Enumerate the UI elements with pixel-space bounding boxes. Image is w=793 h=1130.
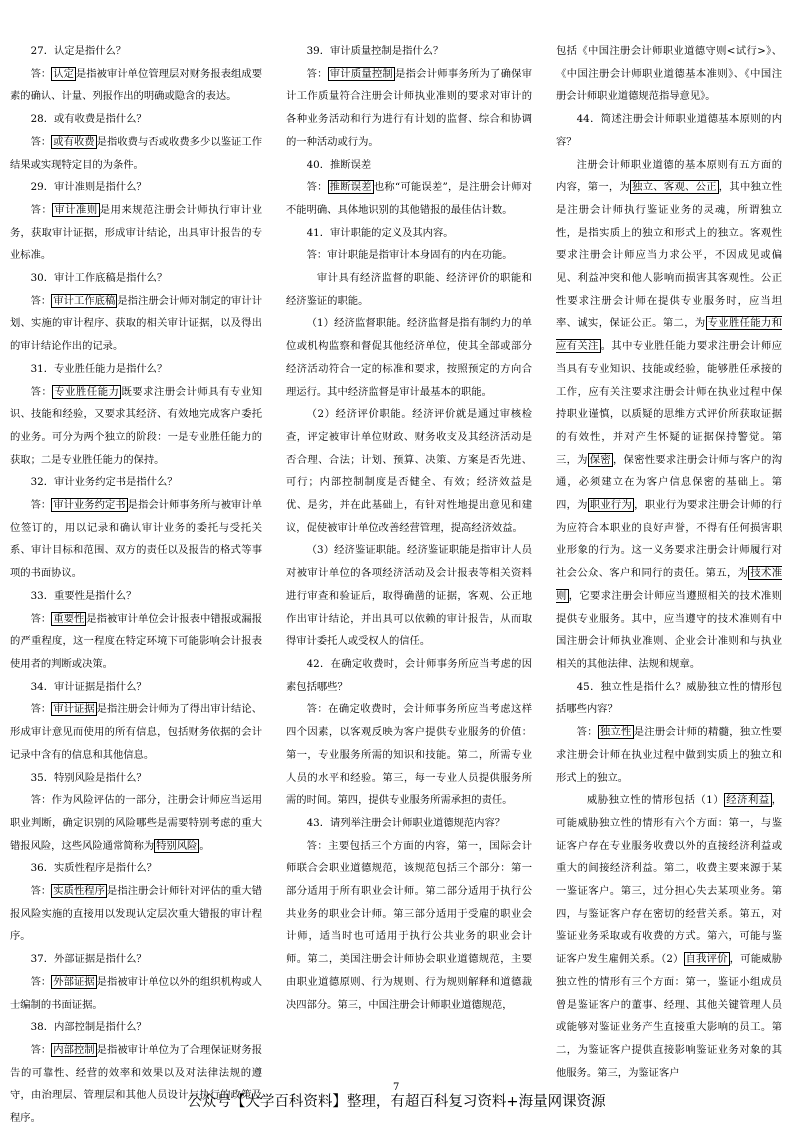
answer-41-supervision: （1）经济监督职能。经济监督是指有制约力的单位或机构监察和督促其他经济单位，使其全部或部分经济活动符合一定的标准和要求，按照预定的方向合理运行。其中经济监督是审计最基本的职能。 — [286, 317, 532, 398]
key-term: 保密 — [589, 453, 611, 466]
key-term: 内部控制 — [53, 1043, 95, 1056]
key-term: 独立、客观、公正 — [632, 181, 717, 194]
key-term: 独立性 — [599, 726, 632, 739]
answer-30: 答： 审计工作底稿 是指注册会计师对制定的审计计划、实施的审计程序、获取的相关审计证据，以及得出的审计结论作出的记录。 — [10, 294, 263, 353]
question-35: 35．特别风险是指什么？ — [30, 771, 147, 784]
answer-41-evaluation: （2）经济评价职能。经济评价就是通过审核检查，评定被审计单位财政、财务收支及其经济活动是否合理、合法；计划、预算、决策、方案是否先进、可行；内部控制制度是否健全、有效；经济效益是优、是劣，并在此基础上，有针对性地提出意见和建议，促使被审计单位改善经营管理，提高经济效益。 — [286, 408, 532, 534]
key-term: 审计准则 — [54, 203, 98, 216]
question-42: 42．在确定收费时，会计师事务所应当考虑的因素包括哪些？ — [286, 657, 532, 693]
key-term: 推断误差 — [329, 181, 372, 194]
question-39: 39．审计质量控制是指什么？ — [306, 45, 444, 57]
answer-41-intro: 答：审计职能是指审计本身固有的内在功能。 — [306, 249, 513, 262]
question-41: 41．审计职能的定义及其内容。 — [306, 226, 454, 239]
answer-42: 答：在确定收费时，会计师事务所应当考虑这样四个因素，以客观反映为客户提供专业服务的价值：第一，专业服务所需的知识和技能。第二，所需专业人员的水平和经验。第三，每一专业人员提供服务所需的时间。第四，提供专业服务所需承担的责任。 — [286, 703, 532, 807]
key-term: 重要性 — [53, 612, 85, 625]
key-term: 认定 — [53, 67, 74, 80]
answer-28: 答： 或有收费 是指收费与否或收费多少以鉴证工作结果或实现特定目的为条件。 — [10, 135, 263, 171]
key-term: 或有收费 — [53, 135, 95, 148]
question-27: 27．认定是指什么？ — [30, 45, 127, 57]
answer-33: 答： 重要性 是指被审计单位会计报表中错报或漏报的严重程度，这一程度在特定环境下可能影响会计报表使用者的判断或决策。 — [10, 612, 263, 670]
question-29: 29．审计准则是指什么？ — [30, 181, 147, 194]
key-term: 外部证据 — [53, 975, 95, 988]
key-term: 经济利益 — [726, 794, 770, 807]
answer-31: 答： 专业胜任能力 既要求注册会计师具有专业知识、技能和经验，又要求其经济、有效地完成客户委托的业务。可分为两个独立的阶段：一是专业胜任能力的获取；二是专业胜任能力的保持。 — [10, 385, 263, 466]
question-44: 44．简述注册会计师职业道德基本原则的内容？ — [556, 113, 782, 148]
answer-43: 答：主要包括三个方面的内容，第一，国际会计师联合会职业道德规范，该规范包括三个部分：第一部分适用于所有职业会计师。第二部分适用于执行公共业务的职业会计师。第三部分适用于受雇的职业会计师，适当时也可适用于执行公共业务的职业会计师。第二，美国注册会计师协会职业道德规范，主要由职业道德原则、行为规则、行为规则解释和道德裁决四部分。第三，中国注册会计师职业道德规范， — [286, 839, 532, 1011]
column-right — [556, 40, 782, 1084]
answer-41-summary: 审计具有经济监督的职能、经济评价的职能和经济鉴证的职能。 — [286, 272, 532, 307]
key-term: 自我评价 — [685, 953, 728, 966]
answer-43-continued: 包括《中国注册会计师职业道德守则<试行>》、《中国注册会计师职业道德基本准则》、《中国注册会计师职业道德规范指导意见》。 — [556, 45, 782, 103]
question-40: 40．推断误差 — [306, 158, 372, 171]
question-37: 37．外部证据是指什么？ — [30, 953, 147, 966]
answer-29: 答： 审计准则 是用来规范注册会计师执行审计业务，获取审计证据，形成审计结论，出具审计报告的专业标准。 — [10, 203, 263, 262]
key-term: 职业行为 — [589, 499, 633, 512]
answer-35: 答：作为风险评估的一部分，注册会计师应当运用职业判断，确定识别的风险哪些是需要特别考虑的重大错报风险，这些风险通常简称为 特别风险 。 — [10, 794, 262, 852]
key-term: 专业胜任能力和应有关注 — [556, 317, 783, 353]
key-term: 技术准则 — [556, 567, 783, 602]
key-term: 审计工作底稿 — [53, 294, 116, 307]
key-term: 审计业务约定书 — [53, 499, 126, 512]
key-term: 审计证据 — [53, 703, 95, 716]
answer-39: 答： 审计质量控制 是指会计师事务所为了确保审计工作质量符合注册会计师执业准则的要求对审计的各种业务活动和行为进行有计划的监督、综合和协调的一种活动或行为。 — [286, 67, 533, 148]
column-middle — [286, 40, 532, 1016]
answer-37: 答： 外部证据 是指被审计单位以外的组织机构或人士编制的书面证据。 — [10, 975, 263, 1011]
answer-38: 答： 内部控制 是指被审计单位为了合理保证财务报告的可靠性、经营的效率和效果以及对法律法规的遵守，由治理层、管理层和其他人员设计与执行的政策及程序。 — [10, 1043, 263, 1125]
key-term: 实质性程序 — [53, 885, 105, 898]
answer-40: 答： 推断误差 也称“可能误差”，是注册会计师对不能明确、具体地识别的其他错报的最佳估计数。 — [286, 181, 533, 216]
answer-34: 答： 审计证据 是指注册会计师为了得出审计结论、形成审计意见而使用的所有信息，包括财务依据的会计记录中含有的信息和其他信息。 — [10, 703, 263, 761]
answer-36: 答： 实质性程序 是指注册会计师针对评估的重大错报风险实施的直接用以发现认定层次重大错报的审计程序。 — [10, 885, 263, 943]
question-28: 28．或有收费是指什么？ — [30, 113, 147, 126]
column-left — [10, 40, 262, 1130]
question-30: 30．审计工作底稿是指什么？ — [30, 272, 168, 285]
answer-41-attestation: （3）经济鉴证职能。经济鉴证职能是指审计人员对被审计单位的各项经济活动及会计报表等相关资料进行审查和验证后，取得确凿的证据，客观、公正地作出审计结论，并出具可以依赖的审计报告，从而取得审计委托人或受权人的信任。 — [286, 544, 532, 648]
answer-45-threats: 威胁独立性的情形包括（1） 经济利益 ，可能威胁独立性的情形有六个方面：第一，与鉴证客户存在专业服务收费以外的直接经济利益或重大的间接经济利益。第二，收费主要来源于某一鉴证客户。第三，过分担心失去某项业务。第四，与鉴证客户存在密切的经营关系。第五，对鉴证业务采取或有收费的方式。第六，可能与鉴证客户发生雇佣关系。（2） 自我评价 ，可能威胁独立性的情形有三个方面：第一，鉴证小组成员曾是鉴证客户的董事、经理、其他关键管理人员或能够对鉴证业务产生直接重大影响的员工。第二，为鉴证客户提供直接影响鉴证业务对象的其他服务。第三，为鉴证客户 — [556, 794, 783, 1079]
key-term: 专业胜任能力 — [54, 385, 120, 398]
answer-32: 答： 审计业务约定书 是指会计师事务所与被审计单位签订的，用以记录和确认审计业务的委托与受托关系、审计目标和范围、双方的责任以及报告的格式等事项的书面协议。 — [10, 499, 263, 580]
question-34: 34．审计证据是指什么？ — [30, 680, 147, 693]
footer-banner: 公众号【大学百科资料】整理，有超百科复习资料+海量网课资源 — [187, 1094, 606, 1110]
page-number: 7 — [393, 1082, 400, 1093]
question-43: 43．请列举注册会计师职业道德规范内容？ — [306, 816, 506, 829]
answer-45: 答： 独立性 是注册会计师的精髓，独立性要求注册会计师在执业过程中做到实质上的独立和形式上的独立。 — [556, 726, 783, 784]
key-term: 审计质量控制 — [329, 67, 394, 80]
question-32: 32．审计业务约定书是指什么？ — [30, 476, 178, 489]
question-33: 33．重要性是指什么？ — [30, 589, 137, 602]
answer-44: 注册会计师职业道德的基本原则有五方面的内容，第一，为 独立、客观、公正 ，其中独立性是注册会计师执行鉴证业务的灵魂，所谓独立性，是指实质上的独立和形式上的独立。客观性要求注册会计师应当力求公平，不因成见或偏见、利益冲突和他人影响而损害其客观性。公正性要求注册会计师在提供专业服务时，应当坦率、诚实，保证公正。第二，为 专业胜任能力和应有关注 。其中专业胜任能力要求注册会计师应当具有专业知识、技能或经验，能够胜任承接的工作，应有关注要求注册会计师在执业过程中保持职业谨慎，以质疑的思维方式评价所获取证据的有效性，并对产生怀疑的证据保持警觉。第三，为 保密 ，保密性要求注册会计师与客户的沟通，必须建立在为客户信息保密的基础上。第四，为 职业行为 ，职业行为要求注册会计师的行为应符合本职业的良好声誉，不得有任何损害职业形象的行为。这一义务要求注册会计师履行对社会公众、客户和同行的责任。第五，为 技术准则 ，它要求注册会计师应当遵照相关的技术准则提供专业服务。其中，应当遵守的技术准则有中国注册会计师执业准则、企业会计准则和与执业相关的其他法律、法规和规章。 — [556, 158, 783, 670]
question-31: 31．专业胜任能力是指什么？ — [30, 362, 168, 375]
question-38: 38．内部控制是指什么？ — [30, 1021, 147, 1034]
answer-27: 答： 认定 是指被审计单位管理层对财务报表组成要素的确认、计量、列报作出的明确或隐含的表达。 — [10, 67, 263, 103]
question-36: 36．实质性程序是指什么？ — [30, 862, 157, 875]
key-term: 特别风险 — [156, 839, 198, 852]
question-45: 45．独立性是指什么？威胁独立性的情形包括哪些内容？ — [556, 680, 782, 716]
